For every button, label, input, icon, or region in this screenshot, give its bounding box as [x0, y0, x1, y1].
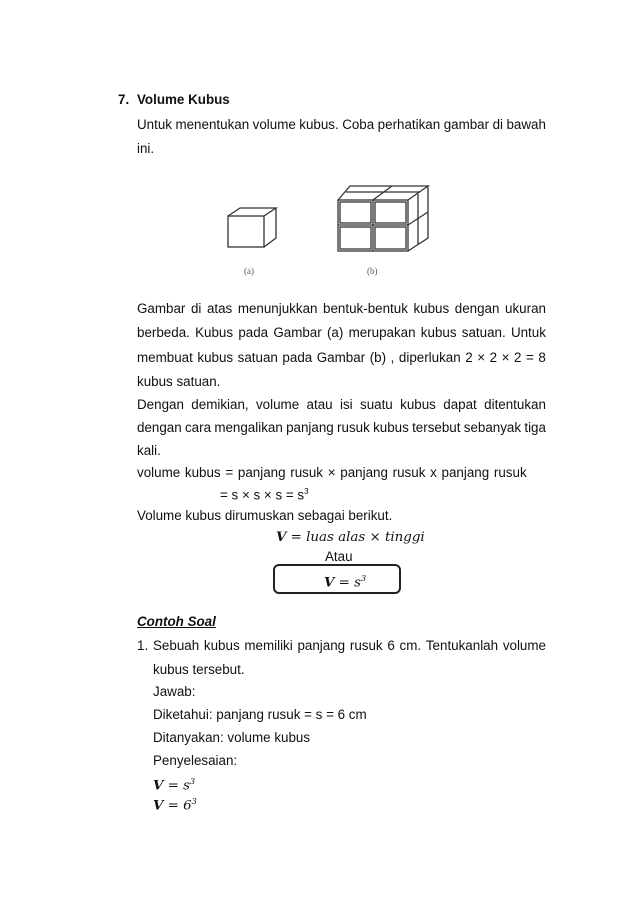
step2-rhs: = 6	[167, 798, 192, 814]
word: (b)	[369, 350, 387, 365]
formula2-var: V	[324, 574, 335, 591]
word: kubus	[197, 350, 234, 365]
jawab-label: Jawab:	[153, 684, 196, 699]
word: mengalikan	[214, 420, 283, 435]
word: 6	[387, 638, 395, 653]
word: 2	[465, 350, 473, 365]
word: volume	[255, 397, 300, 412]
word: kubus.	[299, 117, 339, 132]
word: memiliki	[244, 638, 293, 653]
word: membuat	[137, 350, 193, 365]
word: dengan	[137, 420, 182, 435]
word: menunjukkan	[237, 301, 318, 316]
cube-figure	[222, 182, 432, 258]
word: kubus	[373, 420, 409, 435]
word: perhatikan	[377, 117, 441, 132]
word: ditentukan	[484, 397, 546, 412]
word: menentukan	[175, 117, 250, 132]
word: bawah	[506, 117, 546, 132]
word: Tentukanlah	[425, 638, 499, 653]
word: gambar	[443, 117, 490, 132]
word: volume	[252, 117, 296, 132]
para1-line-2	[137, 325, 546, 341]
unit-cube-a	[228, 208, 276, 247]
word: Kubus	[195, 325, 234, 340]
diketahui-text: Diketahui: panjang rusuk = s = 6 cm	[153, 707, 367, 722]
question-number: 1.	[137, 638, 149, 653]
word: Dengan	[137, 397, 184, 412]
word: pada	[238, 325, 269, 340]
word: sebanyak	[463, 420, 522, 435]
formula1-rhs: = luas alas × tinggi	[290, 530, 425, 545]
step1-rhs: = s	[167, 778, 191, 794]
word: dengan	[454, 301, 500, 316]
para1-line-3	[137, 350, 546, 366]
word: 2	[513, 350, 522, 365]
word: kubus	[413, 301, 450, 316]
word: panjang	[286, 420, 334, 435]
word: merupakan	[348, 325, 416, 340]
word: satuan	[237, 350, 278, 365]
contoh-heading: Contoh Soal	[137, 614, 216, 629]
word: Gambar	[273, 325, 322, 340]
word: atau	[306, 397, 333, 412]
formula-intro: Volume kubus dirumuskan sebagai berikut.	[137, 508, 393, 523]
word: (a)	[326, 325, 344, 340]
word: Coba	[342, 117, 375, 132]
word: diperlukan	[398, 350, 461, 365]
word: tersebut	[412, 420, 461, 435]
word: tiga	[524, 420, 546, 435]
word: Untuk	[510, 325, 546, 340]
para2-line-1	[137, 397, 546, 413]
word: Gambar	[316, 350, 366, 365]
section-title: Volume Kubus	[137, 92, 230, 107]
para2-line-2	[137, 420, 546, 436]
word: Sebuah	[153, 638, 200, 653]
atau-label: Atau	[325, 549, 353, 564]
word: satuan.	[461, 325, 506, 340]
solution-step-2	[153, 794, 197, 814]
word: ×	[501, 350, 510, 365]
formula-volume-luas-alas	[276, 529, 425, 546]
word: suatu	[360, 397, 393, 412]
para2-line-3: kali.	[137, 443, 161, 458]
word: ,	[390, 350, 395, 365]
penyelesaian-label: Penyelesaian:	[153, 753, 238, 768]
word: di	[492, 117, 503, 132]
word: rusuk	[349, 638, 383, 653]
word: bentuk-bentuk	[323, 301, 408, 316]
formula2-exp: 3	[361, 574, 367, 583]
figure-label-a: (a)	[244, 266, 254, 276]
formula2-rhs: = s	[338, 575, 362, 591]
word: dapat	[443, 397, 477, 412]
word: 8	[538, 350, 546, 365]
word: di	[190, 301, 202, 316]
intro-line-1	[137, 117, 546, 133]
word: 2	[489, 350, 498, 365]
word: cara	[184, 420, 212, 435]
ditanyakan-text: Ditanyakan: volume kubus	[153, 730, 311, 745]
word: ×	[477, 350, 486, 365]
step2-var: V	[153, 797, 164, 814]
cube-stack-b	[338, 186, 428, 251]
question-line-2: kubus tersebut.	[153, 662, 245, 677]
word: cm.	[399, 638, 422, 653]
word: ukuran	[505, 301, 546, 316]
para1-line-4: kubus satuan.	[137, 374, 221, 389]
question-line-1	[153, 638, 546, 654]
section-number: 7.	[118, 92, 130, 107]
solution-step-1	[153, 774, 195, 794]
step2-exp: 3	[191, 797, 197, 806]
formula-text-exponent: 3	[304, 487, 309, 496]
word: berbeda.	[137, 325, 190, 340]
word: kubus	[420, 325, 457, 340]
figure-label-b: (b)	[367, 266, 378, 276]
formula-text-prefix: = s × s × s = s	[220, 487, 305, 503]
word: kubus	[203, 638, 240, 653]
step1-var: V	[153, 777, 164, 794]
intro-line-2: ini.	[137, 141, 155, 156]
word: isi	[339, 397, 353, 412]
step1-exp: 3	[190, 777, 196, 786]
formula-text-line-1: volume kubus = panjang rusuk × panjang rusuk x panjang rusuk	[137, 465, 527, 480]
word: Untuk	[137, 117, 172, 132]
word: pada	[282, 350, 313, 365]
formula-volume-s-cubed	[324, 571, 366, 591]
word: Gambar	[137, 301, 186, 316]
word: atas	[206, 301, 233, 316]
word: rusuk	[337, 420, 370, 435]
para1-line-1	[137, 301, 546, 317]
word: panjang	[297, 638, 346, 653]
word: kubus	[400, 397, 436, 412]
formula1-var: V	[276, 529, 287, 545]
formula-text-line-2	[220, 484, 309, 503]
word: volume	[502, 638, 546, 653]
word: demikian,	[191, 397, 249, 412]
word: =	[525, 350, 534, 365]
